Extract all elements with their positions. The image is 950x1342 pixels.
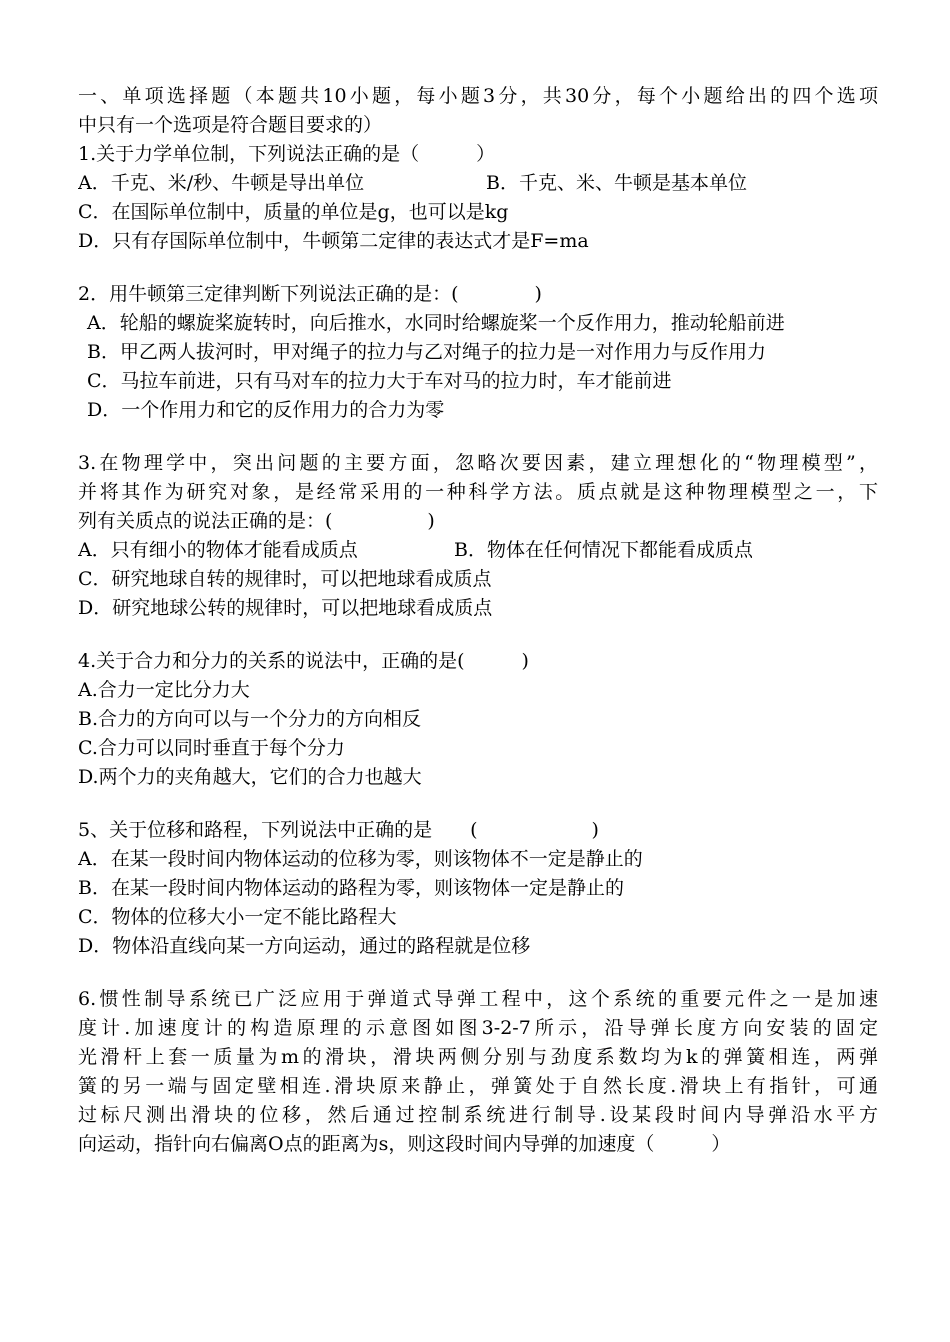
question-4-option-b[interactable]: B.合力的方向可以与一个分力的方向相反 (78, 708, 422, 730)
question-6-stem-line-2: 度计.加速度计的构造原理的示意图如图3-2-7所示，沿导弹长度方向安装的固定 (78, 1017, 878, 1039)
question-3-stem-line-1: 3.在物理学中，突出问题的主要方面，忽略次要因素，建立理想化的“物理模型”， (78, 452, 878, 474)
question-6 (78, 985, 878, 1159)
question-3-option-a[interactable]: A．只有细小的物体才能看成质点 (78, 539, 358, 561)
question-5-option-d[interactable]: D．物体沿直线向某一方向运动，通过的路程就是位移 (78, 935, 531, 957)
question-4-option-a[interactable]: A.合力一定比分力大 (78, 679, 250, 701)
question-2-option-b[interactable]: B．甲乙两人拔河时，甲对绳子的拉力与乙对绳子的拉力是一对作用力与反作用力 (87, 341, 766, 363)
question-1-option-d[interactable]: D．只有存国际单位制中，牛顿第二定律的表达式才是F=ma (78, 230, 589, 252)
question-1-stem: 1.关于力学单位制，下列说法正确的是（ ） (78, 143, 496, 165)
spacer (78, 256, 878, 280)
section-header-line-2: 中只有一个选项是符合题目要求的） (78, 114, 383, 136)
question-2 (78, 280, 878, 425)
question-4-option-d[interactable]: D.两个力的夹角越大，它们的合力也越大 (78, 766, 422, 788)
question-6-stem-line-1: 6.惯性制导系统已广泛应用于弹道式导弹工程中，这个系统的重要元件之一是加速 (78, 988, 878, 1010)
document-page (78, 82, 878, 1159)
question-1-options-ab (78, 169, 878, 198)
question-2-option-a[interactable]: A．轮船的螺旋桨旋转时，向后推水，水同时给螺旋桨一个反作用力，推动轮船前进 (87, 312, 785, 334)
question-6-stem-line-6: 向运动，指针向右偏离O点的距离为s，则这段时间内导弹的加速度（ ） (78, 1133, 731, 1155)
question-5-option-b[interactable]: B．在某一段时间内物体运动的路程为零，则该物体一定是静止的 (78, 877, 624, 899)
question-6-stem-line-3: 光滑杆上套一质量为m的滑块，滑块两侧分别与劲度系数均为k的弹簧相连，两弹 (78, 1046, 878, 1068)
question-2-stem: 2．用牛顿第三定律判断下列说法正确的是：( ) (78, 283, 542, 305)
question-2-option-c[interactable]: C．马拉车前进，只有马对车的拉力大于车对马的拉力时，车才能前进 (87, 370, 672, 392)
section-header-line-1: 一、单项选择题（本题共10小题，每小题3分，共30分，每个小题给出的四个选项 (78, 85, 878, 107)
question-5-option-c[interactable]: C．物体的位移大小一定不能比路程大 (78, 906, 397, 928)
spacer (78, 792, 878, 816)
question-3-options-ab (78, 536, 878, 565)
question-1 (78, 140, 878, 256)
question-3-option-b[interactable]: B．物体在任何情况下都能看成质点 (454, 539, 753, 561)
question-4-option-c[interactable]: C.合力可以同时垂直于每个分力 (78, 737, 345, 759)
question-3-stem-line-2: 并将其作为研究对象，是经常采用的一种科学方法。质点就是这种物理模型之一，下 (78, 481, 878, 503)
question-5 (78, 816, 878, 961)
question-3-option-d[interactable]: D．研究地球公转的规律时，可以把地球看成质点 (78, 597, 493, 619)
question-6-stem-line-5: 过标尺测出滑块的位移，然后通过控制系统进行制导.设某段时间内导弹沿水平方 (78, 1104, 878, 1126)
question-1-option-a[interactable]: A．千克、米/秒、牛顿是导出单位 (78, 172, 365, 194)
question-4-stem: 4.关于合力和分力的关系的说法中，正确的是( ) (78, 650, 529, 672)
spacer (78, 623, 878, 647)
question-3 (78, 449, 878, 623)
spacer (78, 425, 878, 449)
question-5-stem: 5、关于位移和路程，下列说法中正确的是 ( ) (78, 819, 599, 841)
question-6-stem-line-4: 簧的另一端与固定壁相连.滑块原来静止，弹簧处于自然长度.滑块上有指针，可通 (78, 1075, 878, 1097)
question-4 (78, 647, 878, 792)
question-2-option-d[interactable]: D．一个作用力和它的反作用力的合力为零 (87, 399, 445, 421)
question-5-option-a[interactable]: A．在某一段时间内物体运动的位移为零，则该物体不一定是静止的 (78, 848, 643, 870)
question-3-stem-line-3: 列有关质点的说法正确的是：( ) (78, 510, 435, 532)
question-1-option-b[interactable]: B．千克、米、牛顿是基本单位 (486, 172, 747, 194)
spacer (78, 961, 878, 985)
question-3-option-c[interactable]: C．研究地球自转的规律时，可以把地球看成质点 (78, 568, 492, 590)
question-1-option-c[interactable]: C．在国际单位制中，质量的单位是g，也可以是kg (78, 201, 509, 223)
